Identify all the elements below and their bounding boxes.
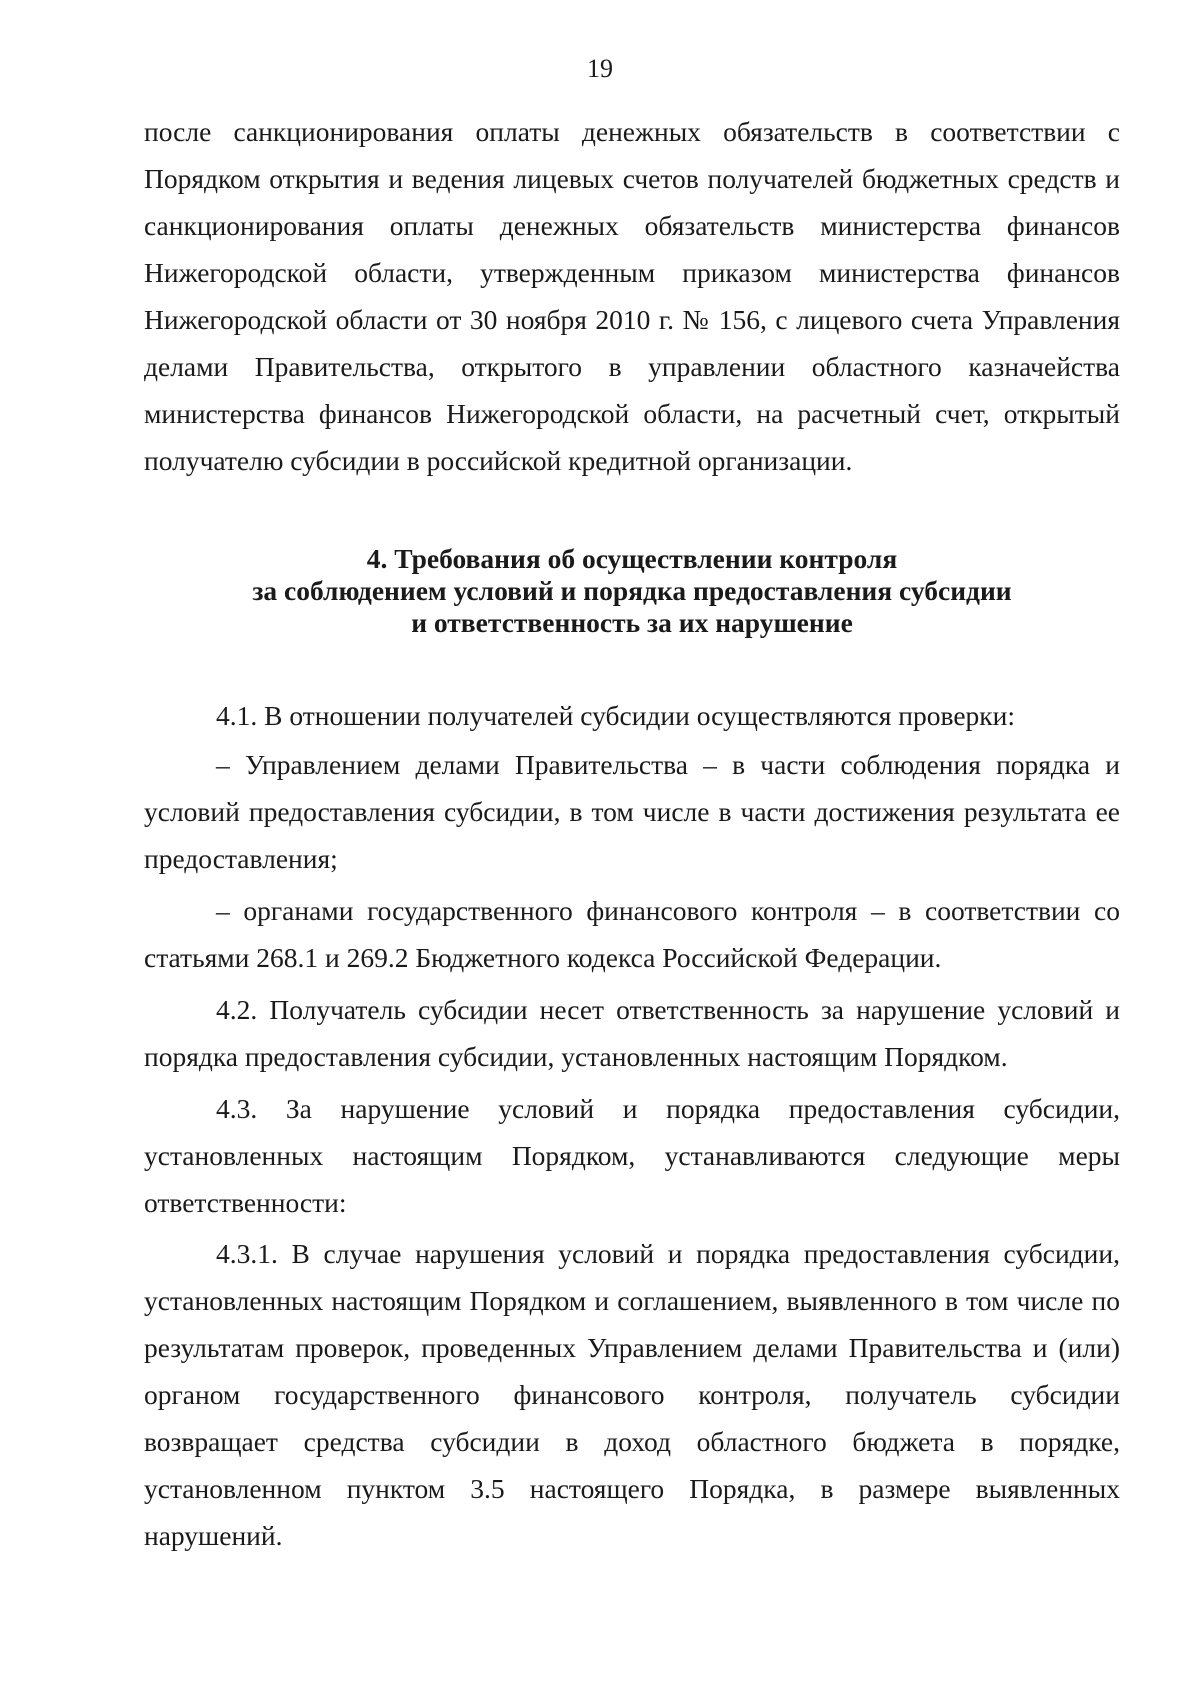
paragraph-4-1-item-a: – Управлением делами Правительства – в части соблюдения порядка и условий предоставления субсидии, в том числе в части достижения результата ее предоставления; <box>144 749 1120 874</box>
section-heading <box>144 543 1120 639</box>
section-heading-line-3: и ответственность за их нарушение <box>411 607 853 638</box>
paragraph-4-2: 4.2. Получатель субсидии несет ответственность за нарушение условий и порядка предоставления субсидии, установленных настоящим Порядком. <box>144 994 1120 1072</box>
paragraph-intro: после санкционирования оплаты денежных обязательств в соответствии с Порядком открытия и ведения лицевых счетов получателей бюджетных средств и санкционирования оплаты денежных обязательств министерства финансов Нижегородской области, утвержденным приказом министерства финансов Нижегородской области от 30 ноября 2010 г. № 156, с лицевого счета Управления делами Правительства, открытого в управлении областного казначейства министерства финансов Нижегородской области, на расчетный счет, открытый получателю субсидии в российской кредитной организации. <box>144 116 1120 476</box>
paragraph-4-3: 4.3. За нарушение условий и порядка предоставления субсидии, установленных настоящим Порядком, устанавливаются следующие меры ответственности: <box>144 1093 1120 1218</box>
paragraph-4-3-1: 4.3.1. В случае нарушения условий и порядка предоставления субсидии, установленных настоящим Порядком и соглашением, выявленного в том числе по результатам проверок, проведенных Управлением делами Правительства и (или) органом государственного финансового контроля, получатель субсидии возвращает средства субсидии в доход областного бюджета в порядке, установленном пунктом 3.5 настоящего Порядка, в размере выявленных нарушений. <box>144 1238 1120 1551</box>
paragraph-4-1-item-b: – органами государственного финансового контроля – в соответствии со статьями 268.1 и 269.2 Бюджетного кодекса Российской Федерации. <box>144 895 1120 973</box>
section-heading-line-1: 4. Требования об осуществлении контроля <box>366 543 898 574</box>
paragraph-4-1: 4.1. В отношении получателей субсидии осуществляются проверки: <box>216 700 1016 731</box>
section-heading-line-2: за соблюдением условий и порядка предоставления субсидии <box>252 575 1012 606</box>
page-number: 19 <box>587 54 613 83</box>
